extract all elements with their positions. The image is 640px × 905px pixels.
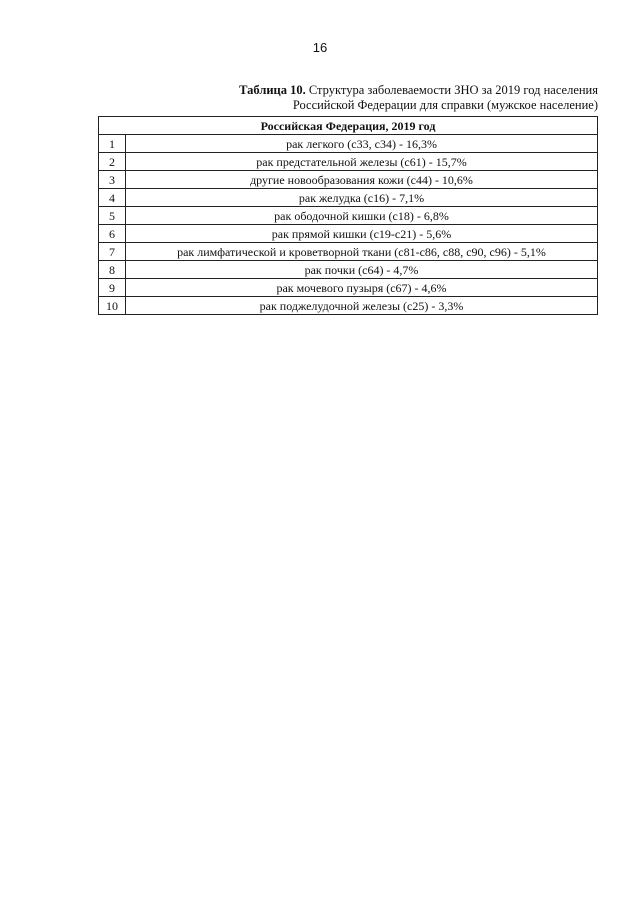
row-description: рак легкого (с33, с34) - 16,3%	[126, 135, 598, 153]
zno-structure-table	[98, 116, 598, 315]
row-number: 1	[99, 135, 126, 153]
row-number: 8	[99, 261, 126, 279]
caption-label: Таблица 10.	[239, 83, 306, 97]
row-number: 6	[99, 225, 126, 243]
table-row	[99, 261, 598, 279]
row-description: рак ободочной кишки (с18) - 6,8%	[126, 207, 598, 225]
caption-title: Структура заболеваемости ЗНО за 2019 год населения	[305, 83, 598, 97]
caption-line-1	[239, 83, 598, 98]
row-number: 3	[99, 171, 126, 189]
table-row	[99, 279, 598, 297]
row-number: 10	[99, 297, 126, 315]
table-row	[99, 189, 598, 207]
table-header-row	[99, 117, 598, 135]
table-row	[99, 207, 598, 225]
row-description: рак мочевого пузыря (с67) - 4,6%	[126, 279, 598, 297]
row-number: 5	[99, 207, 126, 225]
caption-line-2: Российской Федерации для справки (мужское население)	[292, 98, 598, 112]
row-description: рак поджелудочной железы (с25) - 3,3%	[126, 297, 598, 315]
row-description: рак лимфатической и кроветворной ткани (с81-с86, с88, с90, с96) - 5,1%	[126, 243, 598, 261]
row-description: рак прямой кишки (с19-с21) - 5,6%	[126, 225, 598, 243]
table-row	[99, 297, 598, 315]
table-row	[99, 243, 598, 261]
row-number: 7	[99, 243, 126, 261]
table-header: Российская Федерация, 2019 год	[99, 117, 598, 135]
row-number: 9	[99, 279, 126, 297]
table-row	[99, 225, 598, 243]
table-row	[99, 171, 598, 189]
table-row	[99, 135, 598, 153]
row-description: рак желудка (с16) - 7,1%	[126, 189, 598, 207]
row-description: рак предстательной железы (с61) - 15,7%	[126, 153, 598, 171]
row-number: 2	[99, 153, 126, 171]
table-caption	[239, 83, 598, 113]
page-number: 16	[312, 40, 328, 55]
row-number: 4	[99, 189, 126, 207]
row-description: другие новообразования кожи (с44) - 10,6%	[126, 171, 598, 189]
row-description: рак почки (с64) - 4,7%	[126, 261, 598, 279]
table-row	[99, 153, 598, 171]
